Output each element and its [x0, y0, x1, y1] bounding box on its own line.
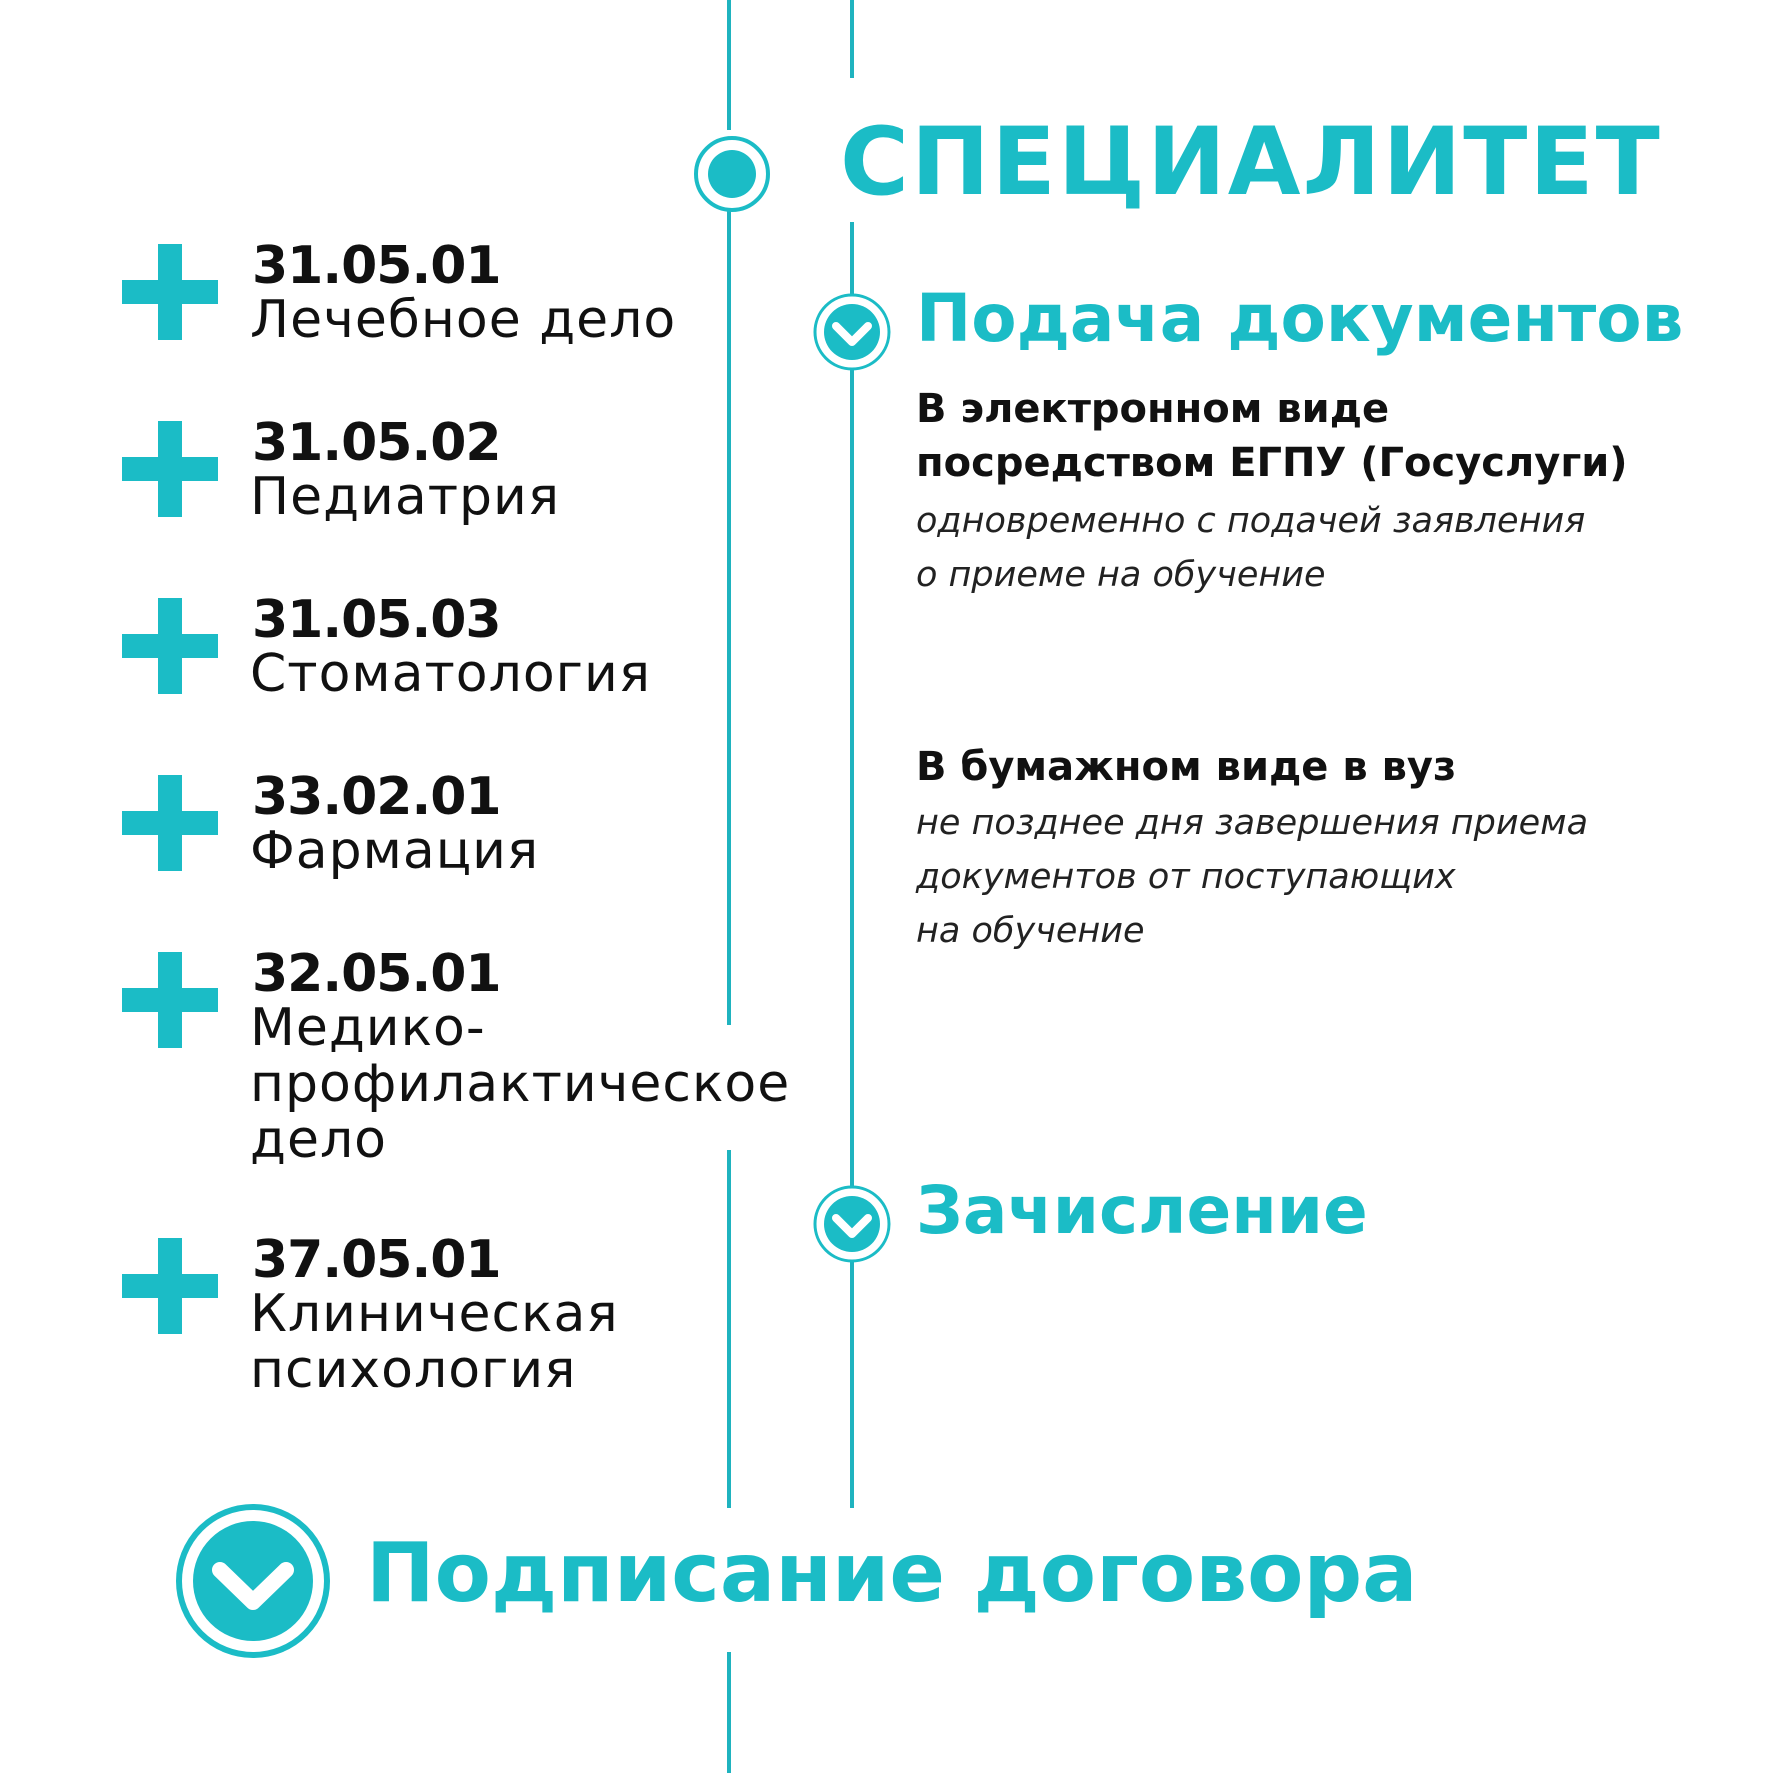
plus-icon: [122, 421, 218, 517]
specialty-name: Педиатрия: [250, 467, 561, 527]
plus-icon: [122, 244, 218, 340]
check-circle-icon: [812, 1184, 892, 1264]
plus-icon: [122, 1238, 218, 1334]
electronic-lead-line: В электронном виде: [916, 386, 1390, 432]
timeline-left-line-low: [727, 1150, 731, 1508]
specialty-name-line: профилактическое: [250, 1054, 791, 1114]
plus-icon: [122, 598, 218, 694]
electronic-note-line: одновременно с подачей заявления: [916, 501, 1586, 541]
specialty-code: 31.05.02: [252, 413, 501, 473]
specialty-code: 31.05.01: [252, 236, 501, 296]
plus-icon: [122, 952, 218, 1048]
specialty-name: Фармация: [250, 821, 540, 881]
page-title: СПЕЦИАЛИТЕТ: [840, 108, 1662, 217]
paper-note-line: документов от поступающих: [916, 857, 1456, 897]
paper-note-line: не позднее дня завершения приема: [916, 803, 1589, 843]
electronic-lead: [916, 382, 1628, 490]
specialty-name-line: психология: [250, 1340, 577, 1400]
paper-note: [916, 796, 1588, 958]
timeline-left-line-bottom: [727, 1652, 731, 1773]
step-contract-title: Подписание договора: [366, 1526, 1418, 1621]
plus-icon: [122, 775, 218, 871]
electronic-note-line: о приеме на обучение: [916, 555, 1326, 595]
specialty-code: 32.05.01: [252, 944, 501, 1004]
step-enrollment-title: Зачисление: [916, 1172, 1368, 1249]
specialty-name-line: Клиническая: [250, 1284, 619, 1344]
specialty-code: 33.02.01: [252, 767, 501, 827]
step-submission-title: Подача документов: [916, 280, 1684, 357]
paper-note-line: на обучение: [916, 911, 1145, 951]
electronic-lead-line: посредством ЕГПУ (Госуслуги): [916, 440, 1628, 486]
timeline-right-line-main: [850, 222, 854, 1508]
timeline-left-line-top: [727, 0, 731, 130]
target-dot-icon: [692, 134, 772, 214]
specialty-code: 37.05.01: [252, 1230, 501, 1290]
electronic-note: [916, 494, 1585, 602]
specialty-name-line: Медико-: [250, 998, 486, 1058]
specialty-name: [250, 1286, 619, 1398]
paper-lead: В бумажном виде в вуз: [916, 744, 1457, 790]
check-circle-icon: [174, 1502, 332, 1660]
timeline-left-line-mid: [727, 210, 731, 1025]
specialty-name: Стоматология: [250, 644, 652, 704]
specialty-name: Лечебное дело: [250, 290, 677, 350]
specialty-name-line: дело: [250, 1110, 387, 1170]
check-circle-icon: [812, 292, 892, 372]
specialty-code: 31.05.03: [252, 590, 501, 650]
timeline-right-line-top: [850, 0, 854, 78]
specialty-name: [250, 1000, 790, 1168]
